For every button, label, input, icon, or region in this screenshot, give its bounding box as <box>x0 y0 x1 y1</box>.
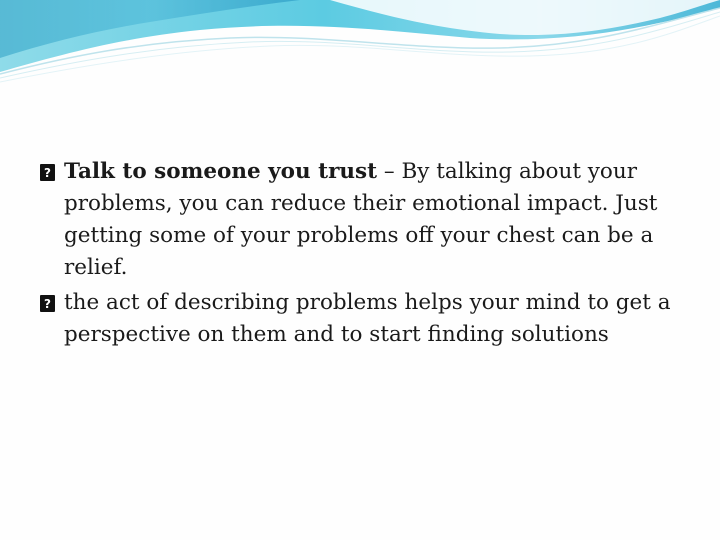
bullet-item-talk-to-someone <box>40 156 690 284</box>
bullet-marker-icon: ? <box>40 295 55 312</box>
bullet-heading: Talk to someone you trust <box>64 159 378 184</box>
bullet-item-describing-problems <box>40 287 690 351</box>
content-area <box>40 156 690 354</box>
header-wave-decoration <box>0 0 720 90</box>
bullet-text: the act of describing problems helps your mind to get a perspective on them and to start finding solutions <box>64 290 671 347</box>
bullet-text: – By talking about your problems, you can reduce their emotional impact. Just getting some of your problems off your chest can be a relief. <box>64 159 658 280</box>
bullet-marker-icon: ? <box>40 164 55 181</box>
